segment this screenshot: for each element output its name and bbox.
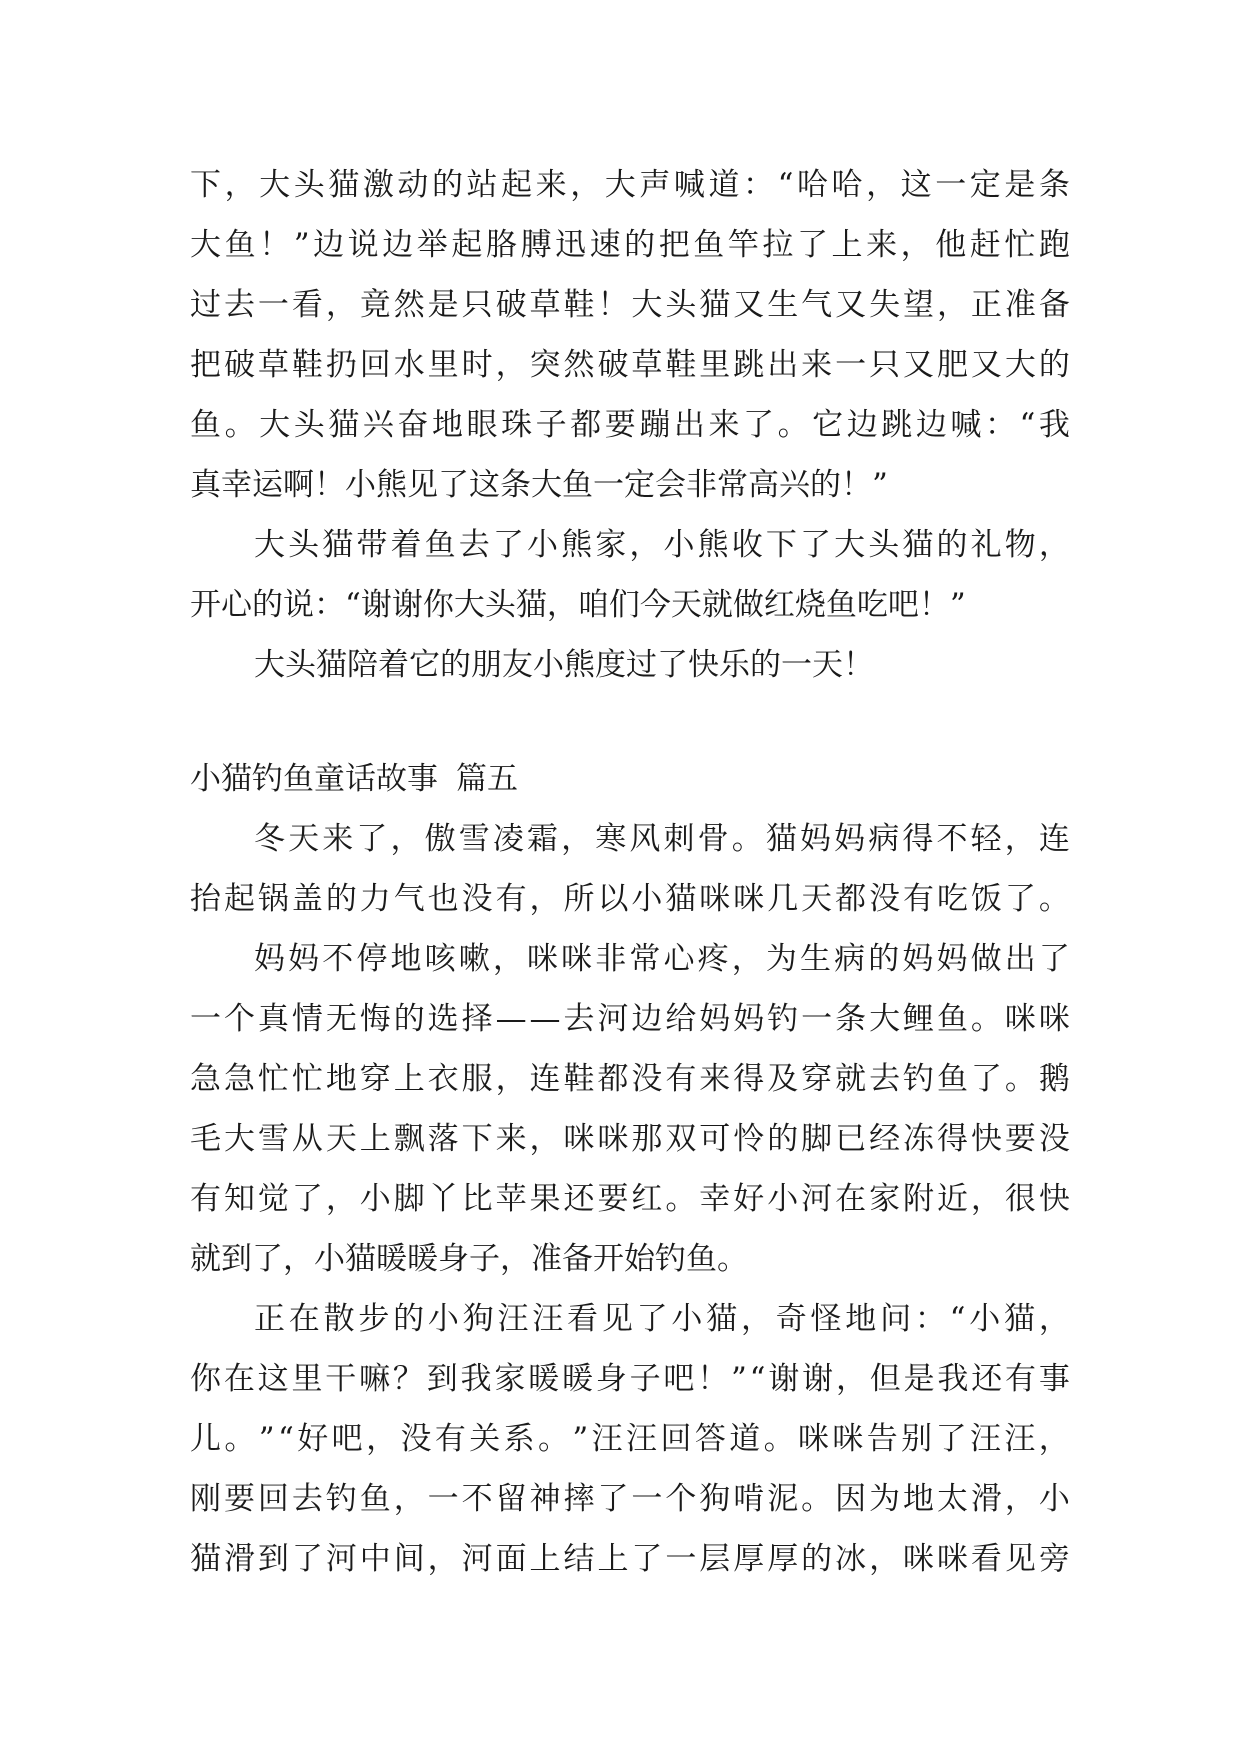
text-line: 鱼 。 大 头 猫 兴 奋 地 眼 珠 子 都 要 蹦 出 来 了 。 它 边 跳 边 喊 ： “ 我	[190, 407, 1070, 443]
text-line: 真幸运啊！小熊见了这条大鱼一定会非常高兴的！”	[190, 467, 888, 503]
text-line: 就到了，小猫暖暖身子，准备开始钓鱼。	[190, 1241, 748, 1277]
text-line: 儿 。 ” “ 好 吧 ， 没 有 关 系 。 ” 汪 汪 回 答 道 。 咪 咪 告 别 了 汪 汪 ，	[190, 1421, 1070, 1457]
section-heading	[190, 749, 1070, 809]
text-line: 正 在 散 步 的 小 狗 汪 汪 看 见 了 小 猫 ， 奇 怪 地 问 ： “ 小 猫 ，	[254, 1301, 1070, 1337]
text-line: 急 急 忙 忙 地 穿 上 衣 服 ， 连 鞋 都 没 有 来 得 及 穿 就 去 钓 鱼 了 。 鹅	[190, 1061, 1070, 1097]
heading-title: 小猫钓鱼童话故事	[190, 761, 438, 797]
document-page	[190, 155, 1070, 1589]
text-line: 过 去 一 看 ， 竟 然 是 只 破 草 鞋 ！ 大 头 猫 又 生 气 又 失 望 ， 正 准 备	[190, 287, 1070, 323]
paragraph	[190, 515, 1070, 635]
text-line: 有 知 觉 了 ， 小 脚 丫 比 苹 果 还 要 红 。 幸 好 小 河 在 家 附 近 ， 很 快	[190, 1181, 1070, 1217]
text-line: 妈 妈 不 停 地 咳 嗽 ， 咪 咪 非 常 心 疼 ， 为 生 病 的 妈 妈 做 出 了	[254, 941, 1070, 977]
text-line: 把 破 草 鞋 扔 回 水 里 时 ， 突 然 破 草 鞋 里 跳 出 来 一 只 又 肥 又 大 的	[190, 347, 1070, 383]
text-line: 大头猫陪着它的朋友小熊度过了快乐的一天！	[254, 647, 874, 683]
text-line: 毛 大 雪 从 天 上 飘 落 下 来 ， 咪 咪 那 双 可 怜 的 脚 已 经 冻 得 快 要 没	[190, 1121, 1070, 1157]
text-line: 一 个 真 情 无 悔 的 选 择 — — 去 河 边 给 妈 妈 钓 一 条 大 鲤 鱼 。 咪 咪	[190, 1001, 1070, 1037]
text-line: 猫 滑 到 了 河 中 间 ， 河 面 上 结 上 了 一 层 厚 厚 的 冰 ， 咪 咪 看 见 旁	[190, 1541, 1070, 1577]
text-line: 下 ， 大 头 猫 激 动 的 站 起 来 ， 大 声 喊 道 ： “ 哈 哈 ， 这 一 定 是 条	[190, 167, 1070, 203]
text-line: 大 鱼 ！ ” 边 说 边 举 起 胳 膊 迅 速 的 把 鱼 竿 拉 了 上 来 ， 他 赶 忙 跑	[190, 227, 1070, 263]
text-line: 刚 要 回 去 钓 鱼 ， 一 不 留 神 摔 了 一 个 狗 啃 泥 。 因 为 地 太 滑 ， 小	[190, 1481, 1070, 1517]
text-line: 冬 天 来 了 ， 傲 雪 凌 霜 ， 寒 风 刺 骨 。 猫 妈 妈 病 得 不 轻 ， 连	[254, 821, 1070, 857]
paragraph	[190, 809, 1070, 929]
paragraph	[190, 929, 1070, 1289]
heading-section: 篇五	[456, 761, 518, 797]
paragraph-continued	[190, 155, 1070, 515]
text-line: 大 头 猫 带 着 鱼 去 了 小 熊 家 ， 小 熊 收 下 了 大 头 猫 的 礼 物 ，	[254, 527, 1070, 563]
paragraph	[190, 635, 1070, 695]
paragraph	[190, 1289, 1070, 1589]
spacer	[190, 695, 1070, 749]
text-line: 开心的说：“谢谢你大头猫，咱们今天就做红烧鱼吃吧！”	[190, 587, 966, 623]
text-line: 你 在 这 里 干 嘛 ？ 到 我 家 暖 暖 身 子 吧 ！ ” “ 谢 谢 ， 但 是 我 还 有 事	[190, 1361, 1070, 1397]
text-line: 抬 起 锅 盖 的 力 气 也 没 有 ， 所 以 小 猫 咪 咪 几 天 都 没 有 吃 饭 了 。	[190, 881, 1070, 917]
